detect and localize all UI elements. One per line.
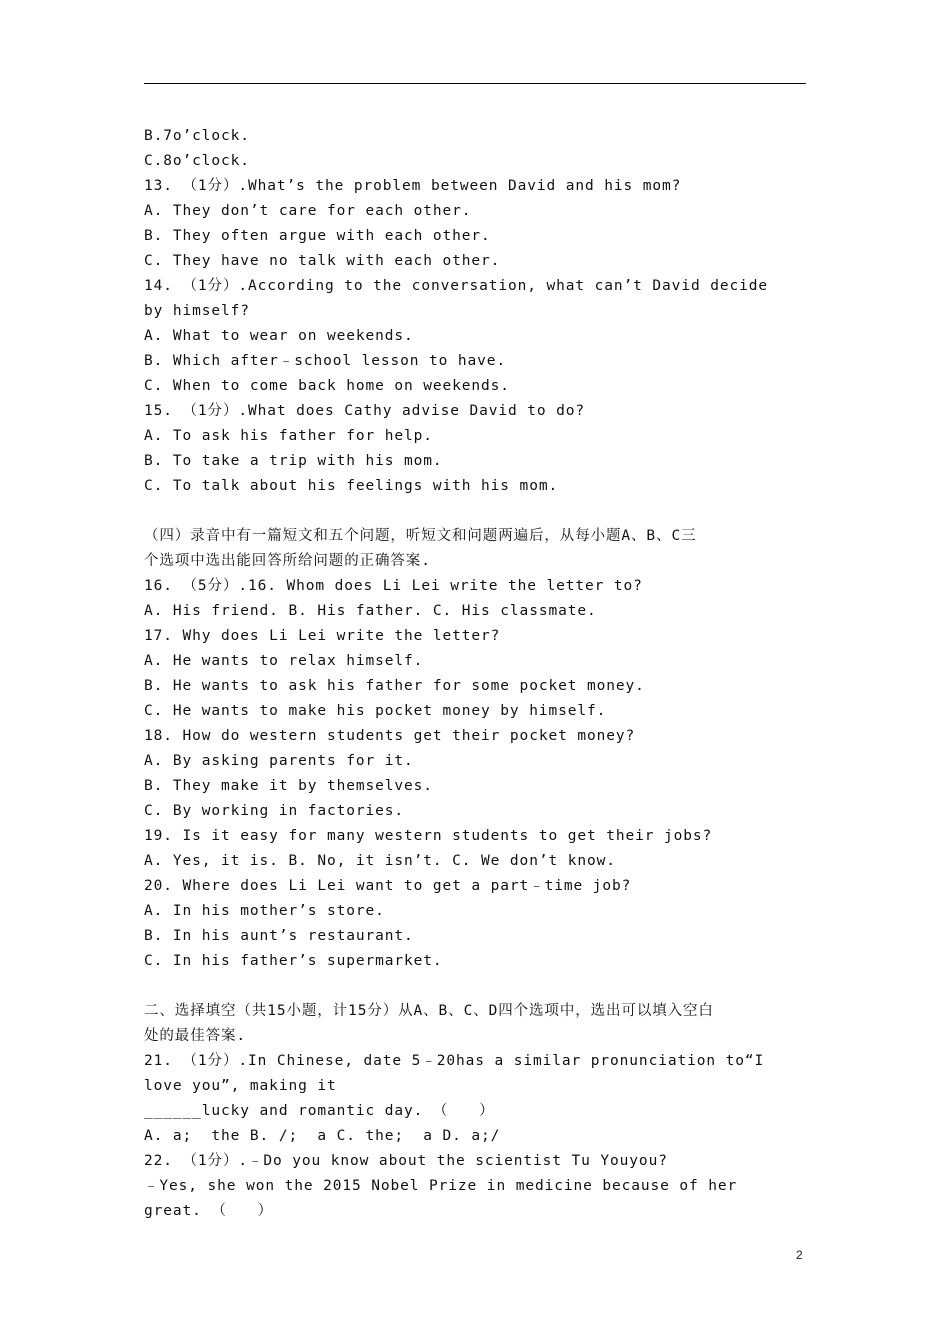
question-21-blank: ______lucky and romantic day. （ ）: [144, 1103, 495, 1119]
option-b: B. They make it by themselves.: [144, 778, 433, 794]
question-21: 21. （1分）.In Chinese, date 5﹣20has a similar pronunciation to“I: [144, 1053, 765, 1069]
option-a: A. To ask his father for help.: [144, 428, 433, 444]
option-b: B. Which after﹣school lesson to have.: [144, 353, 507, 369]
options-19: A. Yes, it is. B. No, it isn’t. C. We don’t know.: [144, 853, 616, 869]
option-c: C. In his father’s supermarket.: [144, 953, 443, 969]
section-4-instructions-cont: 个选项中选出能回答所给问题的正确答案.: [144, 553, 431, 569]
question-22-cont: ﹣Yes, she won the 2015 Nobel Prize in medicine because of her: [144, 1178, 738, 1194]
page-number: 2: [796, 1248, 803, 1262]
question-14-cont: by himself?: [144, 303, 250, 319]
section-2-instructions: 二、选择填空（共15小题，计15分）从A、B、C、D四个选项中，选出可以填入空白: [144, 1003, 714, 1019]
question-17: 17. Why does Li Lei write the letter?: [144, 628, 501, 644]
header-rule: [144, 83, 806, 84]
option-a: A. He wants to relax himself.: [144, 653, 424, 669]
question-16: 16. （5分）.16. Whom does Li Lei write the letter to?: [144, 578, 643, 594]
option-b: B. They often argue with each other.: [144, 228, 491, 244]
blank-line: [144, 974, 810, 999]
text-line: B.7o’clock.: [144, 128, 250, 144]
section-4-instructions: （四）录音中有一篇短文和五个问题，听短文和问题两遍后，从每小题A、B、C三: [144, 528, 697, 544]
question-18: 18. How do western students get their pocket money?: [144, 728, 636, 744]
option-a: A. What to wear on weekends.: [144, 328, 414, 344]
document-body: [144, 124, 810, 1224]
option-c: C. When to come back home on weekends.: [144, 378, 510, 394]
option-c: C. They have no talk with each other.: [144, 253, 501, 269]
option-b: B. He wants to ask his father for some pocket money.: [144, 678, 645, 694]
question-19: 19. Is it easy for many western students to get their jobs?: [144, 828, 713, 844]
text-line: C.8o’clock.: [144, 153, 250, 169]
question-22-blank: great. （ ）: [144, 1203, 274, 1219]
option-c: C. To talk about his feelings with his mom.: [144, 478, 559, 494]
section-2-instructions-cont: 处的最佳答案.: [144, 1028, 247, 1044]
question-14: 14. （1分）.According to the conversation, what can’t David decide: [144, 278, 768, 294]
option-b: B. To take a trip with his mom.: [144, 453, 443, 469]
question-13: 13. （1分）.What’s the problem between David and his mom?: [144, 178, 682, 194]
question-20: 20. Where does Li Lei want to get a part﹣time job?: [144, 878, 632, 894]
option-a: A. They don’t care for each other.: [144, 203, 472, 219]
option-c: C. He wants to make his pocket money by himself.: [144, 703, 607, 719]
option-b: B. In his aunt’s restaurant.: [144, 928, 414, 944]
blank-line: [144, 499, 810, 524]
option-c: C. By working in factories.: [144, 803, 405, 819]
option-a: A. In his mother’s store.: [144, 903, 385, 919]
question-22: 22. （1分）.﹣Do you know about the scientist Tu Youyou?: [144, 1153, 668, 1169]
option-a: A. By asking parents for it.: [144, 753, 414, 769]
question-21-cont: love you”, making it: [144, 1078, 337, 1094]
question-15: 15. （1分）.What does Cathy advise David to do?: [144, 403, 586, 419]
options-16: A. His friend. B. His father. C. His classmate.: [144, 603, 597, 619]
options-21: A. a; the B. /; a C. the; a D. a;/: [144, 1128, 501, 1144]
